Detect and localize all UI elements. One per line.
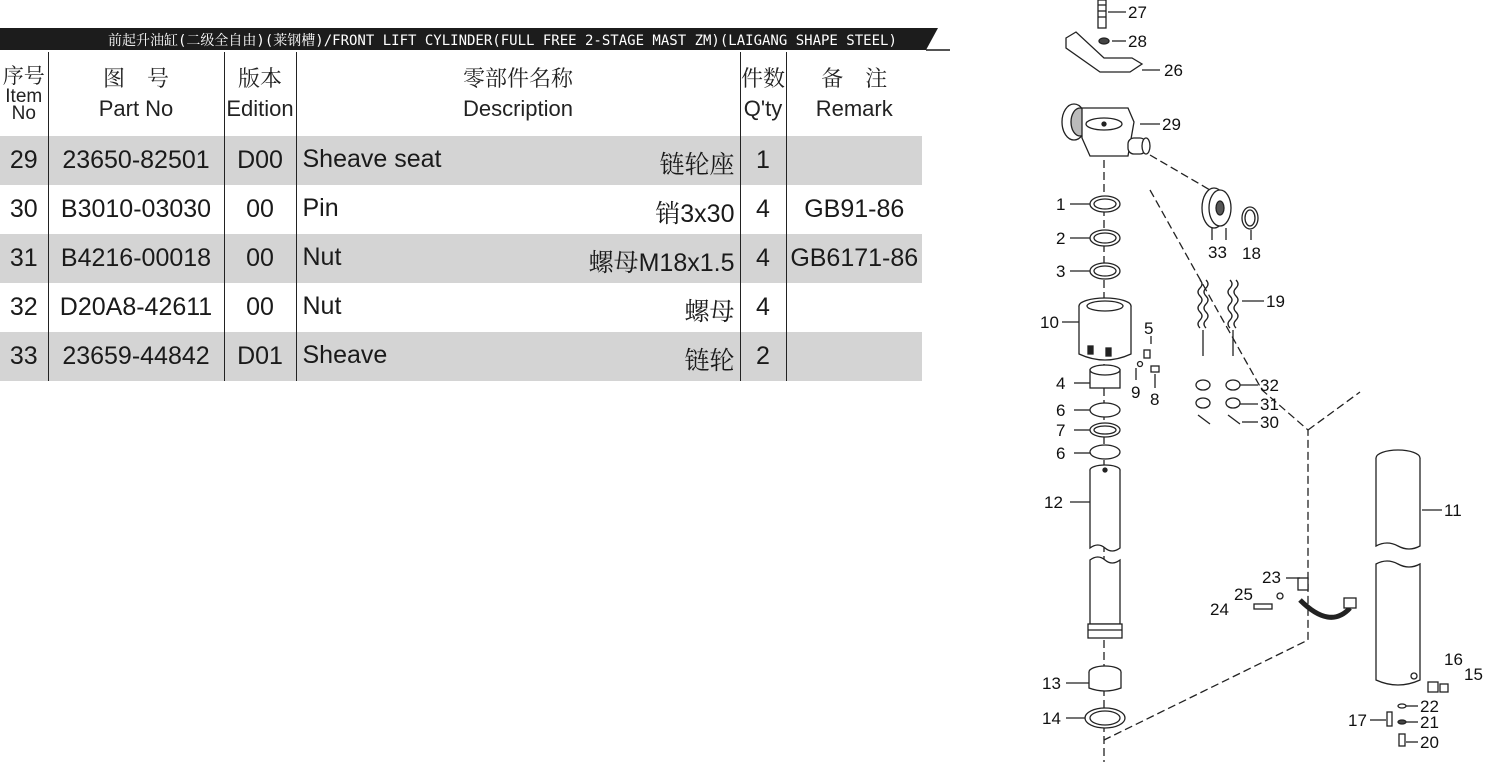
cell-part-no: B4216-00018 [48, 234, 224, 283]
header-item-en1: Item [5, 86, 43, 107]
callout-19: 19 [1266, 292, 1285, 311]
desc-cn: 链轮 [684, 347, 735, 375]
callout-5: 5 [1144, 319, 1154, 338]
callout-14: 14 [1042, 709, 1061, 728]
callout-3: 3 [1056, 262, 1066, 281]
cell-qty: 2 [740, 332, 786, 381]
callout-16: 16 [1444, 650, 1463, 669]
desc-en: Sheave seat [302, 145, 442, 173]
header-row [0, 52, 922, 136]
callout-13: 13 [1042, 674, 1061, 693]
header-item-en2: No [11, 103, 36, 124]
callout-8: 8 [1150, 390, 1160, 409]
callout-7: 7 [1056, 421, 1066, 440]
cell-qty: 4 [740, 234, 786, 283]
cell-edition: 00 [224, 283, 296, 332]
cell-qty: 1 [740, 136, 786, 185]
desc-cn: 螺母M18x1.5 [588, 249, 735, 277]
callout-27: 27 [1128, 3, 1147, 22]
callout-2: 2 [1056, 229, 1066, 248]
table-row [0, 185, 922, 234]
page-title: 前起升油缸(二级全自由)(莱钢槽)/FRONT LIFT CYLINDER(FULL FREE 2-STAGE MAST ZM)(LAIGANG SHAPE STEEL) [108, 33, 897, 49]
callout-23: 23 [1262, 568, 1281, 587]
header-remark-cn: 备 注 [821, 66, 888, 91]
callout-18: 18 [1242, 244, 1261, 263]
table-row [0, 136, 922, 185]
cell-qty: 4 [740, 283, 786, 332]
header-qty [740, 52, 786, 136]
cell-item: 30 [9, 195, 38, 223]
callout-12: 12 [1044, 493, 1063, 512]
cell-remark: GB6171-86 [786, 234, 922, 283]
callout-6: 6 [1056, 401, 1066, 420]
header-edition-en: Edition [226, 96, 294, 121]
callout-26: 26 [1164, 61, 1183, 80]
cell-part-no: B3010-03030 [48, 185, 224, 234]
desc-cn: 销3x30 [655, 200, 735, 228]
header-item [0, 52, 48, 136]
callout-1: 1 [1056, 195, 1066, 214]
callout-11: 11 [1444, 501, 1462, 520]
header-description [296, 52, 740, 136]
cell-item: 29 [0, 136, 48, 185]
cell-description [296, 136, 740, 185]
cell-remark [786, 136, 922, 185]
header-desc-cn: 零部件名称 [462, 66, 573, 91]
cell-part-no: 23650-82501 [48, 136, 224, 185]
cell-item: 31 [0, 234, 48, 283]
cell-edition: 00 [224, 234, 296, 283]
desc-cn: 螺母 [684, 298, 735, 326]
callout-10: 10 [1040, 313, 1059, 332]
cell-edition: D01 [224, 332, 296, 381]
callout-20: 20 [1420, 733, 1439, 752]
header-item-cn: 序号 [2, 65, 45, 88]
callout-22: 22 [1420, 697, 1439, 716]
cell-item: 33 [0, 332, 48, 381]
callout-4: 4 [1056, 374, 1066, 393]
callout-17: 17 [1348, 711, 1367, 730]
callout-30: 30 [1260, 413, 1279, 432]
callout-29: 29 [1162, 115, 1181, 134]
cell-description [296, 283, 740, 332]
callout-32: 32 [1260, 376, 1279, 395]
callout-31: 31 [1260, 395, 1279, 414]
desc-en: Nut [302, 243, 342, 271]
cell-remark [786, 283, 922, 332]
callout-33: 33 [1208, 243, 1227, 262]
exploded-diagram [1030, 0, 1500, 762]
callout-15: 15 [1464, 665, 1483, 684]
cell-item: 32 [9, 293, 38, 321]
cell-remark [786, 332, 922, 381]
cell-remark: GB91-86 [786, 185, 922, 234]
table-row [0, 332, 922, 381]
header-part-no [48, 52, 224, 136]
cell-description [296, 234, 740, 283]
cell-description [296, 185, 740, 234]
desc-en: Pin [302, 194, 339, 222]
cell-edition: 00 [224, 185, 296, 234]
callout-9: 9 [1131, 383, 1141, 402]
cell-part-no: D20A8-42611 [48, 283, 224, 332]
desc-en: Nut [302, 292, 342, 320]
callout-24: 24 [1210, 600, 1229, 619]
cell-part-no: 23659-44842 [48, 332, 224, 381]
cell-edition: D00 [224, 136, 296, 185]
header-edition [224, 52, 296, 136]
callout-25: 25 [1234, 585, 1253, 604]
header-remark [786, 52, 922, 136]
header-qty-cn: 件数 [740, 66, 785, 91]
title-bar [0, 28, 938, 52]
cell-description [296, 332, 740, 381]
callout-28: 28 [1128, 32, 1147, 51]
header-part-cn: 图 号 [102, 66, 169, 91]
table-row [0, 234, 922, 283]
cell-qty: 4 [740, 185, 786, 234]
callout-6b: 6 [1056, 444, 1066, 463]
header-remark-en: Remark [815, 96, 893, 121]
table-row [0, 283, 922, 332]
header-desc-en: Description [462, 96, 574, 121]
parts-table [0, 52, 922, 381]
callout-21: 21 [1420, 713, 1439, 732]
header-part-en: Part No [98, 96, 174, 121]
desc-cn: 链轮座 [659, 151, 735, 179]
header-edition-cn: 版本 [237, 66, 282, 91]
header-qty-en: Q'ty [743, 96, 783, 121]
desc-en: Sheave [302, 341, 388, 369]
